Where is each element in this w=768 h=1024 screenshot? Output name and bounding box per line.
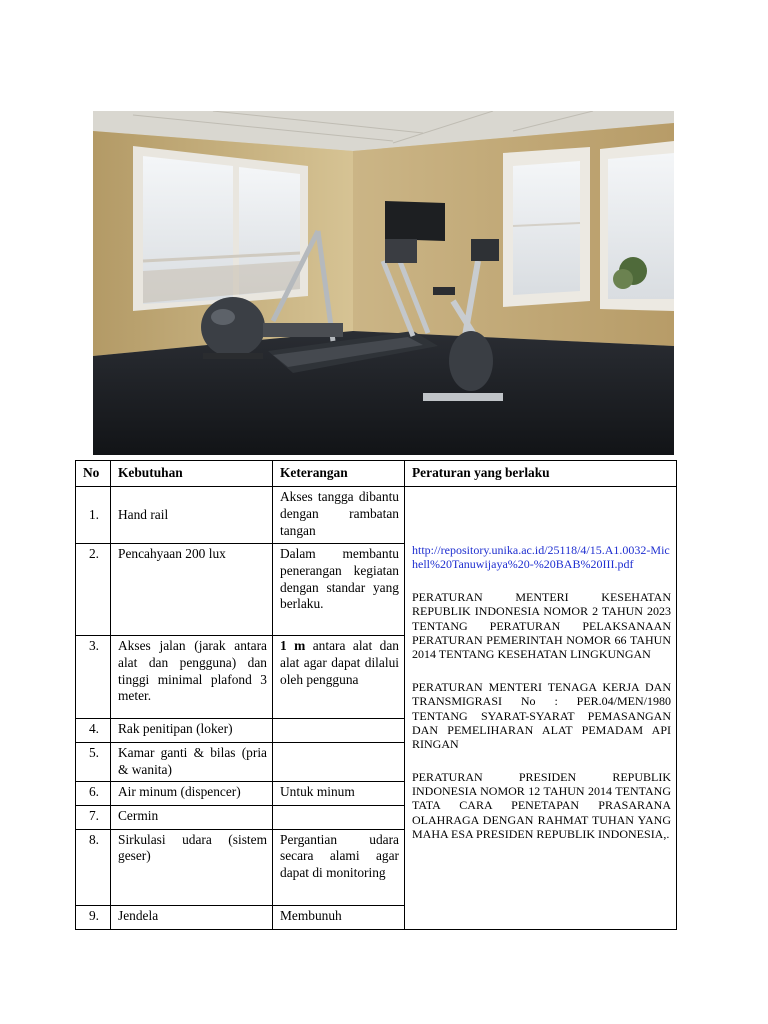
row-note <box>273 636 405 719</box>
row-number: 8. <box>76 829 111 905</box>
row-number: 7. <box>76 805 111 829</box>
row-number: 4. <box>76 719 111 743</box>
regulation-link[interactable]: http://repository.unika.ac.id/25118/4/15.A1.0032-Michell%20Tanuwijaya%20-%20BAB%20III.pdf <box>412 543 670 572</box>
row-number: 3. <box>76 636 111 719</box>
row-note-rest: antara alat dan alat agar dapat dilalui oleh pengguna <box>280 638 399 687</box>
row-need: Kamar ganti & bilas (pria & wanita) <box>111 743 273 782</box>
row-number: 5. <box>76 743 111 782</box>
row-note <box>273 805 405 829</box>
row-note: Dalam membantu penerangan kegiatan dengan standar yang berlaku. <box>273 544 405 636</box>
row-note <box>273 743 405 782</box>
row-number: 2. <box>76 544 111 636</box>
row-note: Pergantian udara secara alami agar dapat di monitoring <box>273 829 405 905</box>
row-note <box>273 719 405 743</box>
row-need: Rak penitipan (loker) <box>111 719 273 743</box>
requirements-table <box>75 460 677 930</box>
row-need: Air minum (dispencer) <box>111 781 273 805</box>
regulation-1: PERATURAN MENTERI KESEHATAN REPUBLIK INDONESIA NOMOR 2 TAHUN 2023 TENTANG PERATURAN PELAKSANAAN PERATURAN PEMERINTAH NOMOR 66 TAHUN 2014 TENTANG KESEHATAN LINGKUNGAN <box>412 589 671 662</box>
row-note-bold: 1 m <box>280 638 306 653</box>
row-need: Cermin <box>111 805 273 829</box>
header-keterangan: Keterangan <box>273 461 405 487</box>
regulation-3: PERATURAN PRESIDEN REPUBLIK INDONESIA NOMOR 12 TAHUN 2014 TENTANG TATA CARA PENETAPAN PRASARANA OLAHRAGA DENGAN RAHMAT TUHAN YANG MAHA ESA PRESIDEN REPUBLIK INDONESIA,. <box>412 769 671 842</box>
table-row <box>76 487 677 544</box>
regulation-2: PERATURAN MENTERI TENAGA KERJA DAN TRANSMIGRASI No : PER.04/MEN/1980 TENTANG SYARAT-SYARAT PEMASANGAN DAN PEMELIHARAN ALAT PEMADAM API RINGAN <box>412 679 671 752</box>
row-note: Membunuh <box>273 905 405 929</box>
regulations-cell <box>405 487 677 930</box>
row-need: Jendela <box>111 905 273 929</box>
row-note: Akses tangga dibantu dengan rambatan tangan <box>273 487 405 544</box>
table-header-row <box>76 461 677 487</box>
row-need: Sirkulasi udara (sistem geser) <box>111 829 273 905</box>
row-need: Akses jalan (jarak antara alat dan pengguna) dan tinggi minimal plafond 3 meter. <box>111 636 273 719</box>
row-number: 1. <box>76 487 111 544</box>
row-number: 9. <box>76 905 111 929</box>
header-kebutuhan: Kebutuhan <box>111 461 273 487</box>
row-need: Pencahyaan 200 lux <box>111 544 273 636</box>
gym-room-illustration <box>93 111 674 455</box>
row-number: 6. <box>76 781 111 805</box>
header-peraturan: Peraturan yang berlaku <box>405 461 677 487</box>
header-no: No <box>76 461 111 487</box>
gym-room-photo <box>93 111 674 455</box>
row-need: Hand rail <box>111 487 273 544</box>
row-note: Untuk minum <box>273 781 405 805</box>
